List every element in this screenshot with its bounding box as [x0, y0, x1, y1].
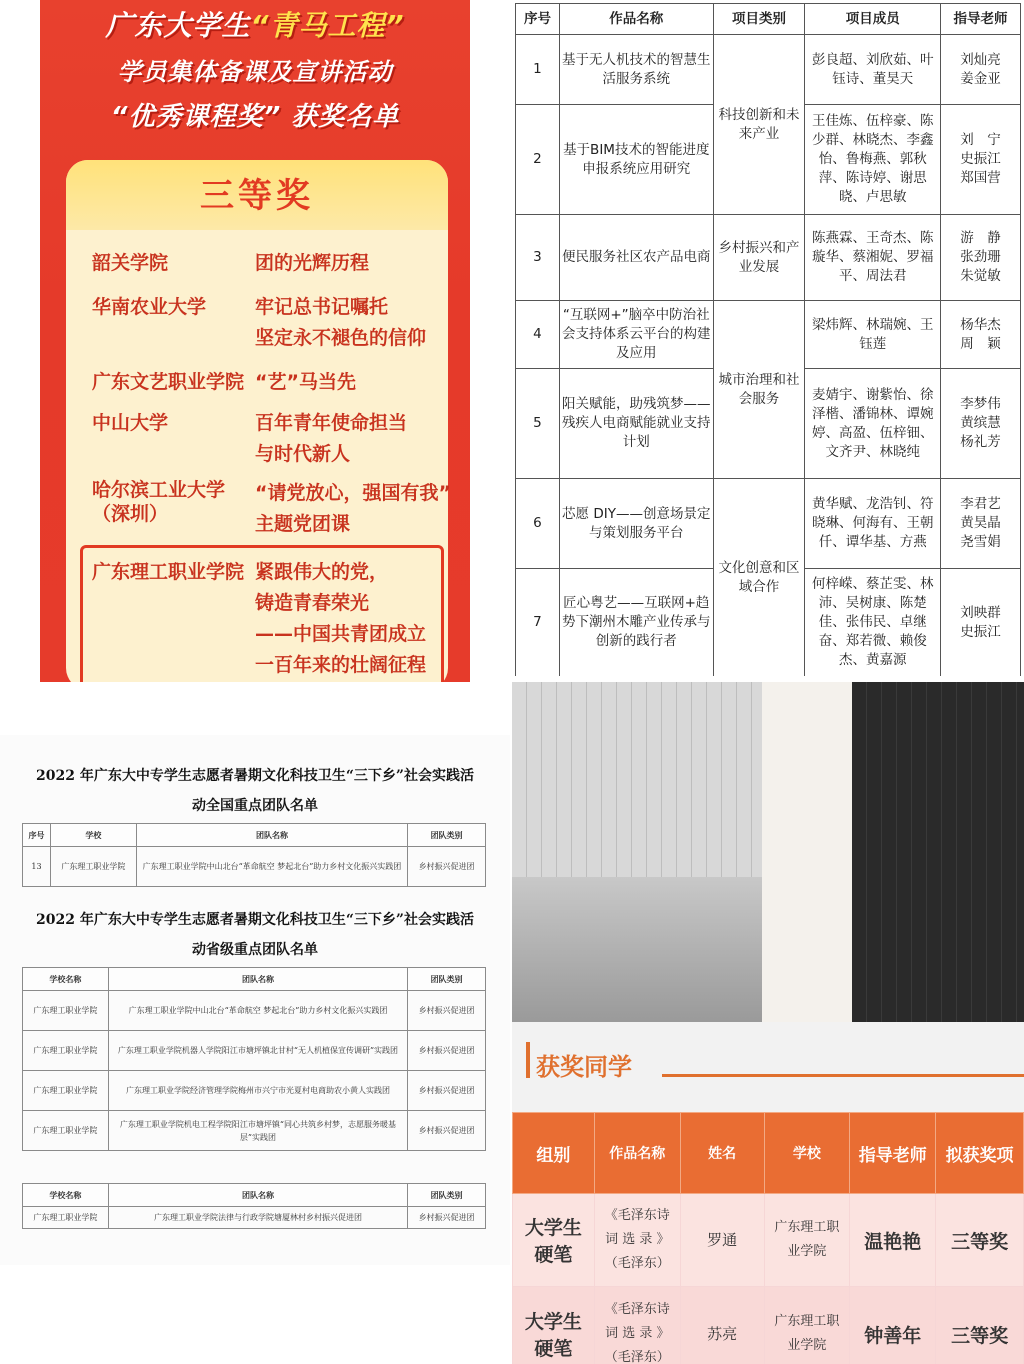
poster-project: “艺”马当先 — [255, 371, 356, 393]
column-header: 序号 — [516, 4, 560, 35]
table-cell: 广东理工职业学院中山北台“革命航空 梦起北台”助力乡村文化振兴实践团 — [108, 991, 407, 1031]
column-header: 拟获奖项 — [936, 1113, 1024, 1194]
doc-title-national-line2: 动全国重点团队名单 — [192, 798, 318, 814]
column-header: 作品名称 — [559, 4, 713, 35]
table-row — [516, 301, 1021, 369]
section-banner-accent — [526, 1042, 530, 1078]
project-category: 科技创新和未来产业 — [713, 35, 805, 215]
award-level: 三等奖 — [936, 1194, 1024, 1287]
team-members: 黄华赋、龙浩钊、符晓琳、何海有、王朝仟、谭华基、方燕 — [805, 479, 941, 569]
poster-school: 中山大学 — [92, 412, 169, 434]
table-row — [23, 1071, 486, 1111]
column-header: 组别 — [513, 1113, 595, 1194]
poster-title-line2: 学员集体备课及宣讲活动 — [117, 58, 393, 86]
advisors: 李梦伟 黄缤慧 杨礼芳 — [941, 369, 1021, 479]
calligraphy-artwork-dark-image — [852, 682, 1024, 1022]
doc-title-national-line1: 2022 年广东大中专学生志愿者暑期文化科技卫生“三下乡”社会实践活 — [36, 768, 474, 784]
advisors: 杨华杰 周 颖 — [941, 301, 1021, 369]
column-header: 作品名称 — [594, 1113, 680, 1194]
table-row — [513, 1287, 1024, 1364]
table-header-row — [23, 1184, 486, 1207]
row-number: 6 — [516, 479, 560, 569]
table-row — [23, 991, 486, 1031]
column-header: 学校 — [50, 824, 136, 847]
national-team-table — [22, 823, 486, 887]
award-group: 大学生 硬笔 — [513, 1194, 595, 1287]
table-cell: 广东理工职业学院经济管理学院梅州市兴宁市光夏村电商助农小黄人实践团 — [108, 1071, 407, 1111]
award-student-name: 苏亮 — [680, 1287, 764, 1364]
table-cell: 广东理工职业学院法律与行政学院塘厦林村乡村振兴促进团 — [108, 1207, 407, 1229]
poster-project: “请党放心，强国有我” 主题党团课 — [255, 482, 451, 535]
table-cell: 乡村振兴促进团 — [408, 1207, 486, 1229]
award-level: 三等奖 — [936, 1287, 1024, 1364]
column-header: 项目成员 — [805, 4, 941, 35]
column-header: 团队名称 — [108, 968, 407, 991]
work-name: 阳关赋能，助残筑梦——残疾人电商赋能就业支持计划 — [559, 369, 713, 479]
row-number: 5 — [516, 369, 560, 479]
work-name: 基于无人机技术的智慧生活服务系统 — [559, 35, 713, 105]
team-members: 麦婧宇、谢紫怡、徐泽楷、潘锦林、谭婉婷、高盈、伍梓钿、文齐尹、林晓纯 — [805, 369, 941, 479]
column-header: 团队类别 — [408, 824, 486, 847]
team-members: 何梓嵘、蔡芷雯、林沛、吴树康、陈楚佳、张伟民、卓继奋、郑若微、赖俊杰、黄嘉源 — [805, 569, 941, 677]
project-table-panel — [514, 0, 1022, 676]
table-cell: 13 — [23, 847, 51, 887]
table-cell: 广东理工职业学院 — [23, 1071, 109, 1111]
project-category: 文化创意和区域合作 — [713, 479, 805, 677]
award-grade-heading: 三等奖 — [200, 176, 314, 216]
poster-project: 牢记总书记嘱托 坚定永不褪色的信仰 — [255, 296, 427, 349]
poster-school: 广东文艺职业学院 — [92, 371, 245, 393]
poster-title-line3: “优秀课程奖” 获奖名单 — [110, 102, 400, 132]
column-header: 指导老师 — [941, 4, 1021, 35]
work-name: 匠心粤艺——互联网+趋势下潮州木雕产业传承与创新的践行者 — [559, 569, 713, 677]
team-list-panel — [0, 735, 510, 1265]
table-row — [516, 479, 1021, 569]
table-row — [23, 847, 486, 887]
advisors: 游 静 张劲珊 朱觉敏 — [941, 215, 1021, 301]
table-row — [516, 215, 1021, 301]
work-name: 芯愿 DIY——创意场景定与策划服务平台 — [559, 479, 713, 569]
team-members: 陈燕霖、王奇杰、陈璇华、蔡湘妮、罗福平、周法君 — [805, 215, 941, 301]
column-header: 指导老师 — [850, 1113, 936, 1194]
calligraphy-artwork-image — [512, 682, 762, 1022]
award-group: 大学生 硬笔 — [513, 1287, 595, 1364]
award-work: 《毛泽东诗 词 选 录 》 （毛泽东） — [594, 1194, 680, 1287]
table-cell: 乡村振兴促进团 — [408, 847, 486, 887]
table-row — [23, 1207, 486, 1229]
advisors: 刘映群 史振江 — [941, 569, 1021, 677]
table-cell: 广东理工职业学院机器人学院阳江市塘坪镇北甘村“无人机植保宣传调研”实践团 — [108, 1031, 407, 1071]
section-title: 获奖同学 — [536, 1053, 632, 1081]
project-table — [515, 3, 1021, 676]
table-row — [23, 1111, 486, 1151]
column-header: 序号 — [23, 824, 51, 847]
table-cell: 乡村振兴促进团 — [408, 991, 486, 1031]
poster-school: 韶关学院 — [92, 252, 169, 274]
award-school: 广东理工职 业学院 — [764, 1287, 850, 1364]
row-number: 7 — [516, 569, 560, 677]
table-cell: 广东理工职业学院 — [23, 991, 109, 1031]
section-divider — [662, 1074, 1024, 1077]
column-header: 团队名称 — [136, 824, 407, 847]
table-cell: 乡村振兴促进团 — [408, 1111, 486, 1151]
table-cell: 广东理工职业学院 — [23, 1031, 109, 1071]
row-number: 2 — [516, 105, 560, 215]
provincial-team-table — [22, 967, 486, 1151]
column-header: 团队类别 — [408, 968, 486, 991]
table-cell: 乡村振兴促进团 — [408, 1031, 486, 1071]
table-cell: 广东理工职业学院机电工程学院阳江市塘坪镇“同心共筑乡村梦，志愿服务暖基层”实践团 — [108, 1111, 407, 1151]
calligraphy-award-panel — [512, 682, 1024, 1364]
table-cell: 乡村振兴促进团 — [408, 1071, 486, 1111]
row-number: 1 — [516, 35, 560, 105]
table-header-row — [23, 968, 486, 991]
poster-project: 紧跟伟大的党， 铸造青春荣光 ——中国共青团成立 一百年来的壮阔征程 — [255, 561, 427, 676]
column-header: 项目类别 — [713, 4, 805, 35]
table-header-row — [516, 4, 1021, 35]
doc-title-provincial-line2: 动省级重点团队名单 — [192, 942, 318, 958]
row-number: 4 — [516, 301, 560, 369]
work-name: “互联网+”脑卒中防治社会支持体系云平台的构建及应用 — [559, 301, 713, 369]
table-cell: 广东理工职业学院中山北台“革命航空 梦起北台”助力乡村文化振兴实践团 — [136, 847, 407, 887]
poster-school: 华南农业大学 — [92, 296, 207, 318]
column-header: 学校 — [764, 1113, 850, 1194]
project-category: 城市治理和社会服务 — [713, 301, 805, 479]
table-cell: 广东理工职业学院 — [23, 1207, 109, 1229]
team-members: 王佳炼、伍梓豪、陈少群、林晓杰、李鑫怡、鲁梅燕、郭秋萍、陈诗婷、谢思晓、卢思敏 — [805, 105, 941, 215]
work-name: 便民服务社区农产品电商 — [559, 215, 713, 301]
provincial-team-table-2 — [22, 1183, 486, 1229]
table-header-row — [513, 1113, 1024, 1194]
row-number: 3 — [516, 215, 560, 301]
award-teacher: 温艳艳 — [850, 1194, 936, 1287]
poster-project: 百年青年使命担当 与时代新人 — [255, 412, 408, 465]
advisors: 刘灿亮 姜金亚 — [941, 35, 1021, 105]
award-school: 广东理工职 业学院 — [764, 1194, 850, 1287]
work-name: 基于BIM技术的智能进度申报系统应用研究 — [559, 105, 713, 215]
poster-school: 广东理工职业学院 — [92, 561, 245, 583]
poster-title-line1: 广东大学生“青马工程” — [105, 9, 405, 42]
project-category: 乡村振兴和产业发展 — [713, 215, 805, 301]
table-row — [516, 35, 1021, 105]
award-student-name: 罗通 — [680, 1194, 764, 1287]
column-header: 团队类别 — [408, 1184, 486, 1207]
award-work: 《毛泽东诗 词 选 录 》 （毛泽东） — [594, 1287, 680, 1364]
table-header-row — [23, 824, 486, 847]
landscape-painting-image — [512, 877, 762, 1022]
team-members: 彭良超、刘欣茹、叶钰诗、董昊天 — [805, 35, 941, 105]
table-row — [23, 1031, 486, 1071]
calligraphy-inscription-image — [762, 682, 852, 1022]
column-header: 团队名称 — [108, 1184, 407, 1207]
award-table — [512, 1112, 1024, 1364]
table-row — [513, 1194, 1024, 1287]
column-header: 学校名称 — [23, 968, 109, 991]
advisors: 李君艺 黄昊晶 尧雪娟 — [941, 479, 1021, 569]
column-header: 学校名称 — [23, 1184, 109, 1207]
table-cell: 广东理工职业学院 — [23, 1111, 109, 1151]
award-teacher: 钟善年 — [850, 1287, 936, 1364]
award-poster — [40, 0, 470, 682]
poster-school: 哈尔滨工业大学 （深圳） — [92, 479, 226, 525]
doc-title-provincial-line1: 2022 年广东大中专学生志愿者暑期文化科技卫生“三下乡”社会实践活 — [36, 912, 474, 928]
advisors: 刘 宁 史振江 郑国营 — [941, 105, 1021, 215]
column-header: 姓名 — [680, 1113, 764, 1194]
table-cell: 广东理工职业学院 — [50, 847, 136, 887]
team-members: 梁炜辉、林瑞婉、王钰莲 — [805, 301, 941, 369]
poster-project: 团的光辉历程 — [255, 252, 370, 274]
